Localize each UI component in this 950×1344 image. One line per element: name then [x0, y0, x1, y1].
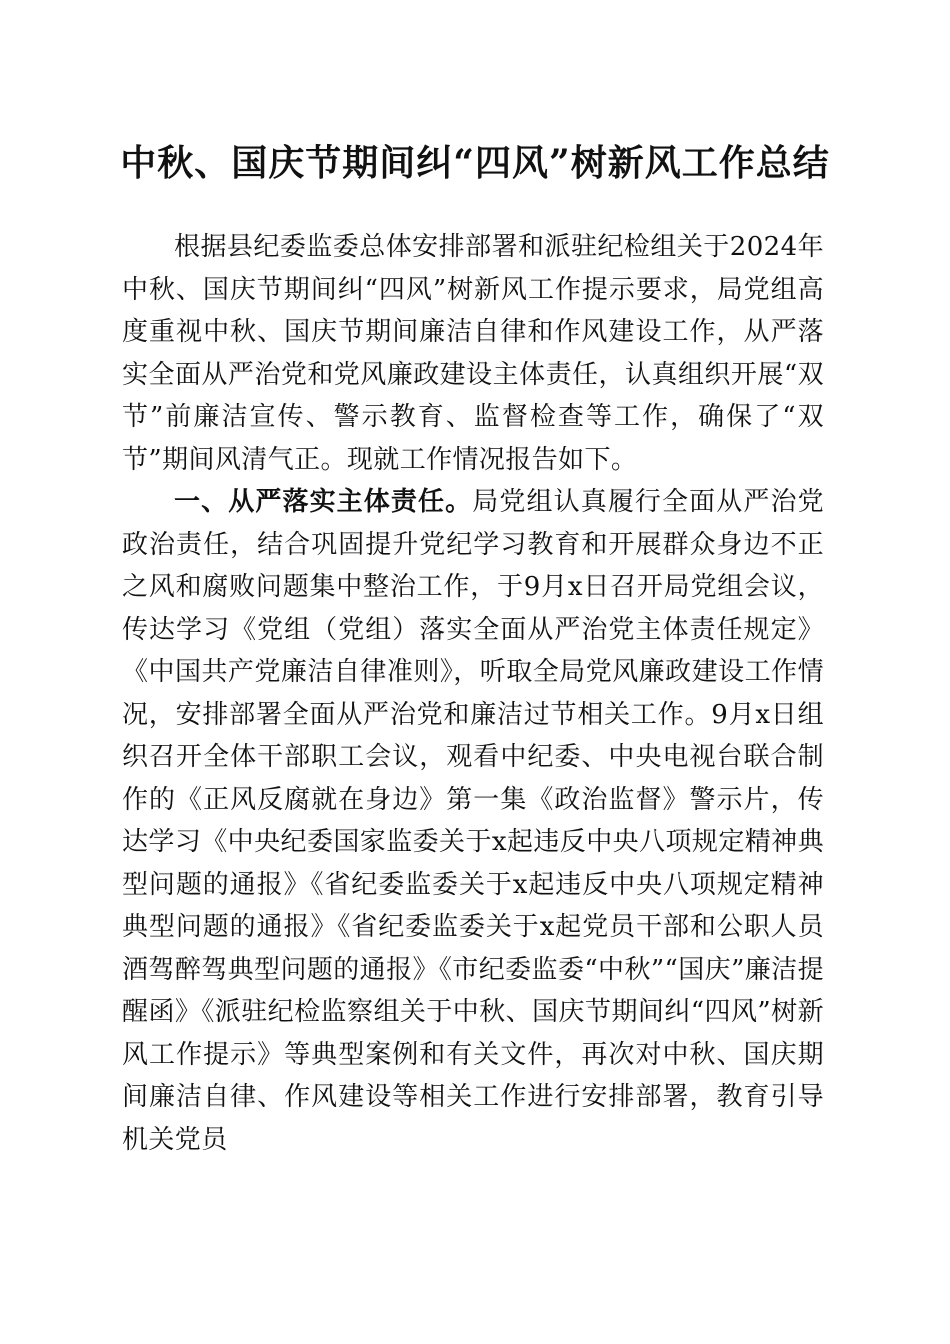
- intro-paragraph: 根据县纪委监委总体安排部署和派驻纪检组关于2024年中秋、国庆节期间纠“四风”树新风工作提示要求，局党组高度重视中秋、国庆节期间廉洁自律和作风建设工作，从严落实全面从严治党和党风廉政建设主体责任，认真组织开展“双节”前廉洁宣传、警示教育、监督检查等工作，确保了“双节”期间风清气正。现就工作情况报告如下。: [122, 232, 824, 475]
- section-1-body: 局党组认真履行全面从严治党政治责任，结合巩固提升党纪学习教育和开展群众身边不正之风和腐败问题集中整治工作，于9月x日召开局党组会议，传达学习《党组（党组）落实全面从严治党主体责任规定》《中国共产党廉洁自律准则》，听取全局党风廉政建设工作情况，安排部署全面从严治党和廉洁过节相关工作。9月x日组织召开全体干部职工会议，观看中纪委、中央电视台联合制作的《正风反腐就在身边》第一集《政治监督》警示片，传达学习《中央纪委国家监委关于x起违反中央八项规定精神典型问题的通报》《省纪委监委关于x起违反中央八项规定精神典型问题的通报》《省纪委监委关于x起党员干部和公职人员酒驾醉驾典型问题的通报》《市纪委监委“中秋”“国庆”廉洁提醒函》《派驻纪检监察组关于中秋、国庆节期间纠“四风”树新风工作提示》等典型案例和有关文件，再次对中秋、国庆期间廉洁自律、作风建设等相关工作进行安排部署，教育引导机关党员: [122, 487, 825, 1155]
- section-1-heading: 一、从严落实主体责任。: [174, 487, 473, 517]
- document-title: 中秋、国庆节期间纠“四风”树新风工作总结: [120, 142, 830, 184]
- document-body: [122, 226, 824, 1161]
- section-1-paragraph: [122, 481, 824, 1161]
